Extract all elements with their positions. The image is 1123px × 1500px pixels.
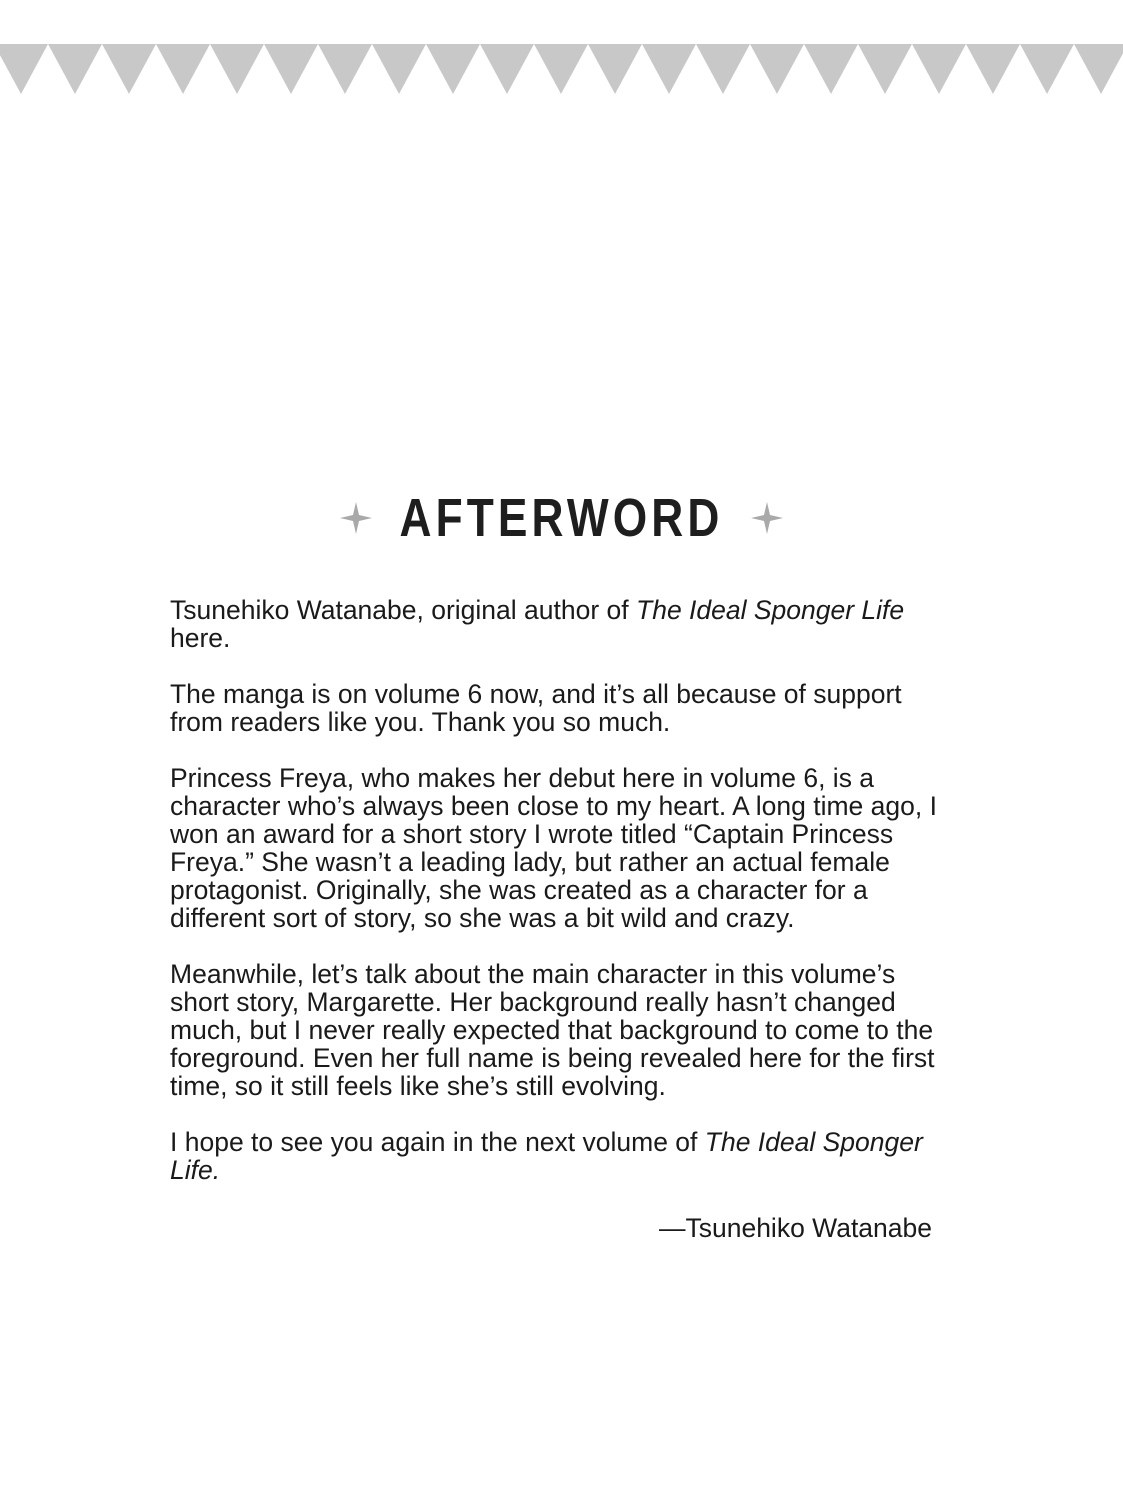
left-sparkle-icon bbox=[336, 498, 376, 538]
afterword-body bbox=[170, 596, 960, 1212]
paragraph-5 bbox=[170, 1128, 960, 1184]
border-triangle bbox=[480, 44, 534, 94]
border-triangle bbox=[696, 44, 750, 94]
border-triangle bbox=[210, 44, 264, 94]
border-triangle bbox=[588, 44, 642, 94]
paragraph-1-text: Tsunehiko Watanabe, original author of bbox=[170, 595, 637, 625]
paragraph-2: The manga is on volume 6 now, and it’s all because of support from readers like you. Thank you so much. bbox=[170, 679, 902, 737]
border-triangle bbox=[912, 44, 966, 94]
page-title: AFTERWORD bbox=[399, 488, 724, 548]
book-title-italic: The Ideal Sponger Life bbox=[636, 595, 905, 625]
border-triangle bbox=[966, 44, 1020, 94]
border-triangle bbox=[372, 44, 426, 94]
paragraph-1-end: here. bbox=[170, 623, 231, 653]
paragraph-3: Princess Freya, who makes her debut here in volume 6, is a character who’s always been close to my heart. A long time ago, I won an award for a short story I wrote titled “Captain Princess Freya.” She wasn’t a leading lady, but rather an actual female protagonist. Originally, she was created as a character for a different sort of story, so she was a bit wild and crazy. bbox=[170, 763, 937, 933]
border-triangle bbox=[1074, 44, 1123, 94]
border-triangle bbox=[156, 44, 210, 94]
border-triangle bbox=[642, 44, 696, 94]
border-triangle bbox=[264, 44, 318, 94]
border-triangle bbox=[48, 44, 102, 94]
paragraph-4: Meanwhile, let’s talk about the main character in this volume’s short story, Margarette. Her background really hasn’t changed much, but I never really expected that background to come to the foreground. Even her full name is being revealed here for the first time, so it still feels like she’s still evolving. bbox=[170, 959, 935, 1101]
book-title-italic-closing: The Ideal Sponger Life. bbox=[170, 1127, 923, 1185]
border-triangle bbox=[534, 44, 588, 94]
right-sparkle-icon bbox=[747, 498, 787, 538]
border-triangle bbox=[750, 44, 804, 94]
border-triangle bbox=[102, 44, 156, 94]
border-triangle bbox=[1020, 44, 1074, 94]
afterword-title-row bbox=[0, 486, 1123, 550]
border-triangle bbox=[804, 44, 858, 94]
paragraph-5-text: I hope to see you again in the next volume of bbox=[170, 1127, 705, 1157]
border-triangle bbox=[426, 44, 480, 94]
paragraph-1 bbox=[170, 596, 960, 652]
border-triangle bbox=[318, 44, 372, 94]
author-signature: —Tsunehiko Watanabe bbox=[658, 1213, 932, 1243]
border-triangle bbox=[858, 44, 912, 94]
triangle-border-decoration bbox=[0, 44, 1123, 94]
border-triangle bbox=[0, 44, 48, 94]
